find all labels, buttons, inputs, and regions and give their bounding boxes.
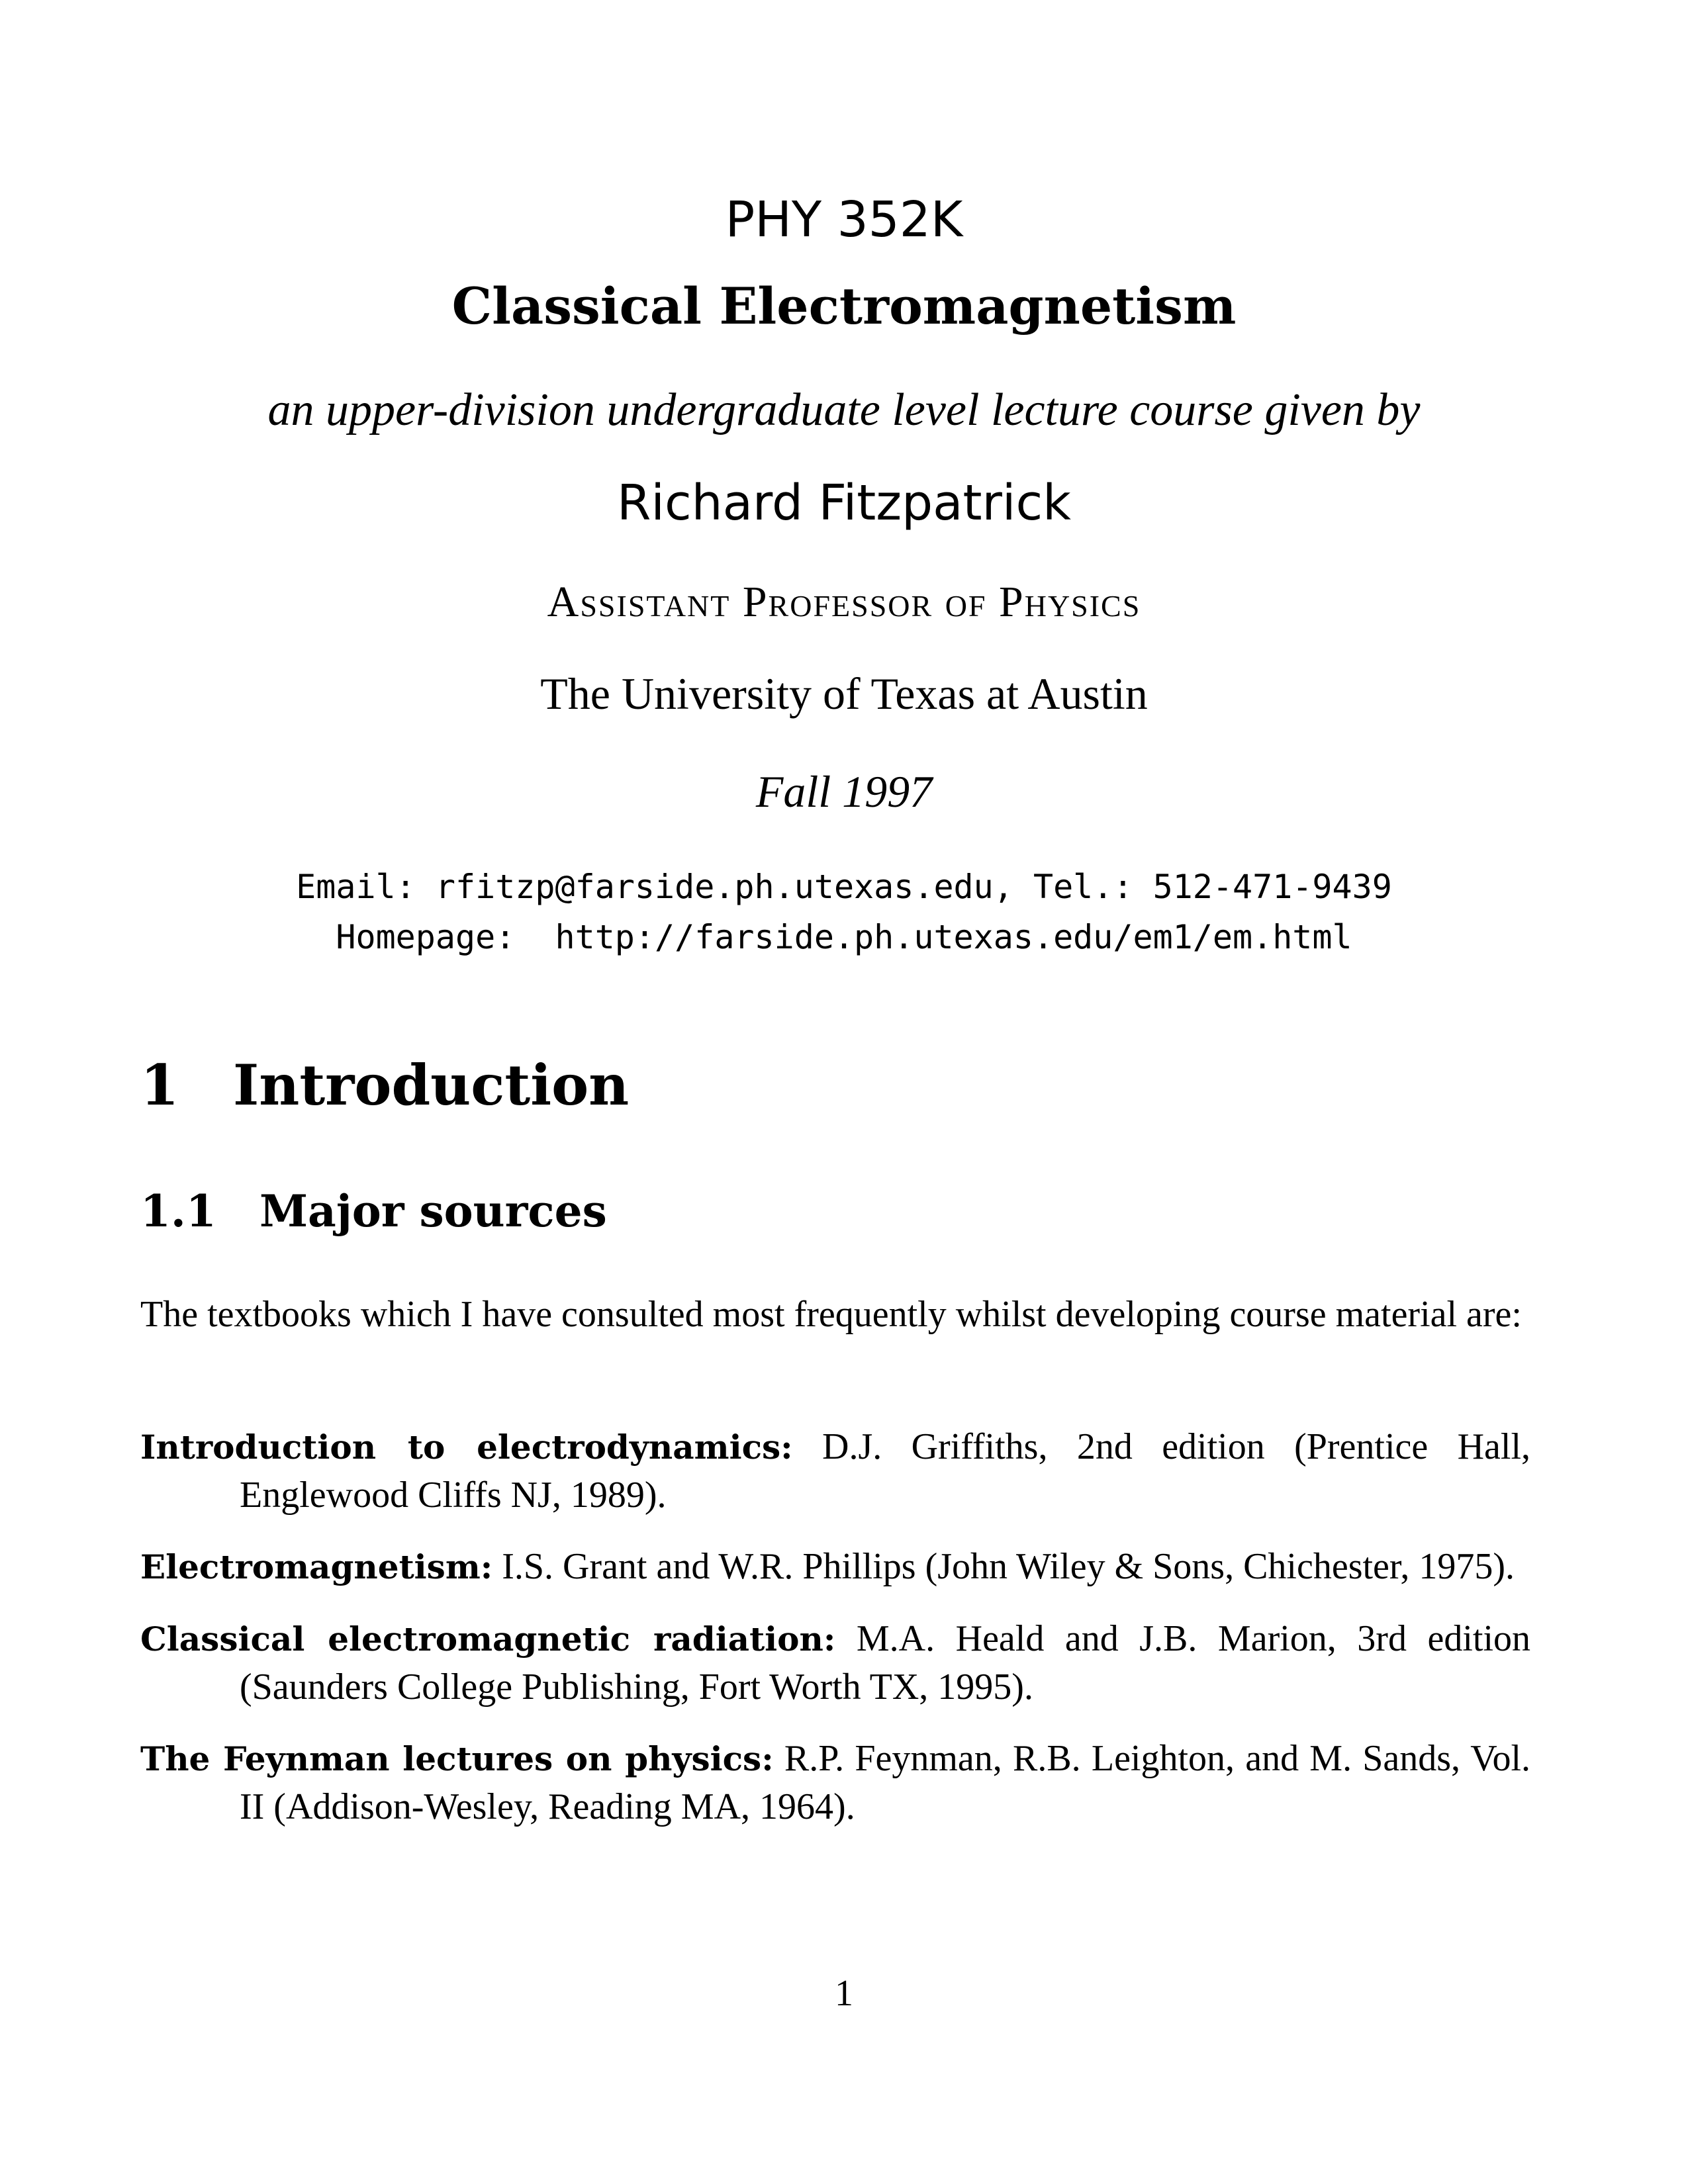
book-details: I.S. Grant and W.R. Phillips (John Wiley & Sons, Chichester, 1975). (502, 1546, 1515, 1587)
author-name: Richard Fitzpatrick (617, 475, 1071, 531)
book-entry (140, 1543, 1530, 1591)
book-details: M.A. Heald and J.B. Marion, 3rd edition (Saunders College Publishing, Fort Worth TX, 1995). (240, 1618, 1531, 1707)
book-title: Classical electromagnetic radiation: (140, 1619, 836, 1659)
course-title: Classical Electromagnetism (451, 277, 1237, 336)
subsection-heading (140, 1185, 607, 1238)
subsection-number: 1.1 (140, 1185, 216, 1237)
book-list (140, 1423, 1530, 1854)
book-details: R.P. Feynman, R.B. Leighton, and M. Sands, Vol. II (Addison-Wesley, Reading MA, 1964). (240, 1738, 1531, 1827)
course-term: Fall 1997 (755, 766, 933, 817)
course-subtitle: an upper-division undergraduate level lecture course given by (267, 385, 1421, 435)
author-position: Assistant Professor of Physics (547, 578, 1141, 626)
book-title: The Feynman lectures on physics: (140, 1739, 774, 1778)
book-entry (140, 1423, 1530, 1519)
book-title: Introduction to electrodynamics: (140, 1428, 793, 1467)
book-details: D.J. Griffiths, 2nd edition (Prentice Hall, Englewood Cliffs NJ, 1989). (240, 1426, 1530, 1516)
section-heading (140, 1052, 629, 1118)
section-number: 1 (140, 1052, 179, 1118)
university-name: The University of Texas at Austin (540, 668, 1148, 719)
page-number: 1 (835, 1973, 853, 2014)
course-code: PHY 352K (725, 191, 963, 248)
subsection-title: Major sources (259, 1185, 607, 1237)
book-title: Electromagnetism: (140, 1547, 493, 1586)
book-entry (140, 1735, 1530, 1831)
intro-paragraph: The textbooks which I have consulted most frequently whilst developing course material are: (140, 1294, 1522, 1335)
contact-email-phone: Email: rfitzp@farside.ph.utexas.edu, Tel.: 512-471-9439 (296, 868, 1392, 906)
section-title: Introduction (233, 1052, 630, 1118)
contact-homepage: Homepage: http://farside.ph.utexas.edu/em1/em.html (336, 918, 1352, 956)
book-entry (140, 1615, 1530, 1711)
